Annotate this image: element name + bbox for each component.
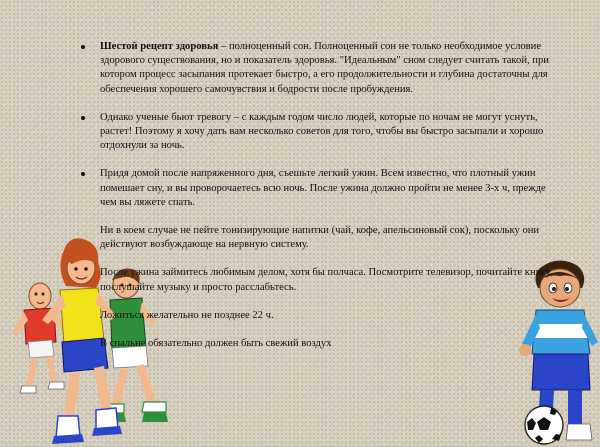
body-text [100, 40, 565, 365]
paragraph-no-tonic-drinks [100, 224, 565, 252]
paragraph-text: После ужина займитесь любимым делом, хотя бы полчаса. Посмотрите телевизор, почитайте книгу, послушайте музыку и просто расслабьтесь. [100, 267, 553, 293]
paragraph-bedtime [100, 309, 565, 323]
paragraph-text: Однако ученые бьют тревогу – с каждым годом число людей, которые по ночам не могут уснуть, растет! Поэтому я хочу дать вам несколько советов для того, чтобы вы быстро засыпали и хорошо отдохнули за ночь. [100, 111, 544, 152]
paragraph-text: Ни в коем случае не пейте тонизирующие напитки (чай, кофе, апельсиновый сок), поскольку они действуют возбуждающе на нервную систему. [100, 225, 540, 251]
paragraph-text: – полноценный сон. Полноценный сон не только необходимое условие здорового существования, но и показатель здоровья. "Идеальным" сном следует считать такой, при котором процесс засыпания протекает быстро, а его продолжительности и глубина достаточны для обеспечения хорошего самочувствия и бодрости после пробуждения. [100, 41, 549, 95]
paragraph-scientists [100, 111, 565, 154]
paragraph-text: В спальне обязательно должен быть свежий воздух [100, 338, 332, 350]
paragraph-fresh-air [100, 337, 565, 351]
paragraph-text: Придя домой после напряженного дня, съешьте легкий ужин. Всем известно, что плотный ужин помешает сну, и вы проворочаетесь всю ночь. После ужина должно пройти не менее 3-х ч, прежде чем вы ляжете спать. [100, 168, 546, 208]
paragraph-text: Ложиться желательно не позднее 22 ч. [100, 309, 274, 321]
paragraph-light-dinner [100, 167, 565, 210]
paragraph-sleep-recipe [100, 40, 565, 97]
paragraph-heading: Шестой рецепт здоровья [100, 41, 219, 52]
soccer-ball-icon [523, 404, 565, 446]
paragraph-favorite-activity [100, 266, 565, 294]
